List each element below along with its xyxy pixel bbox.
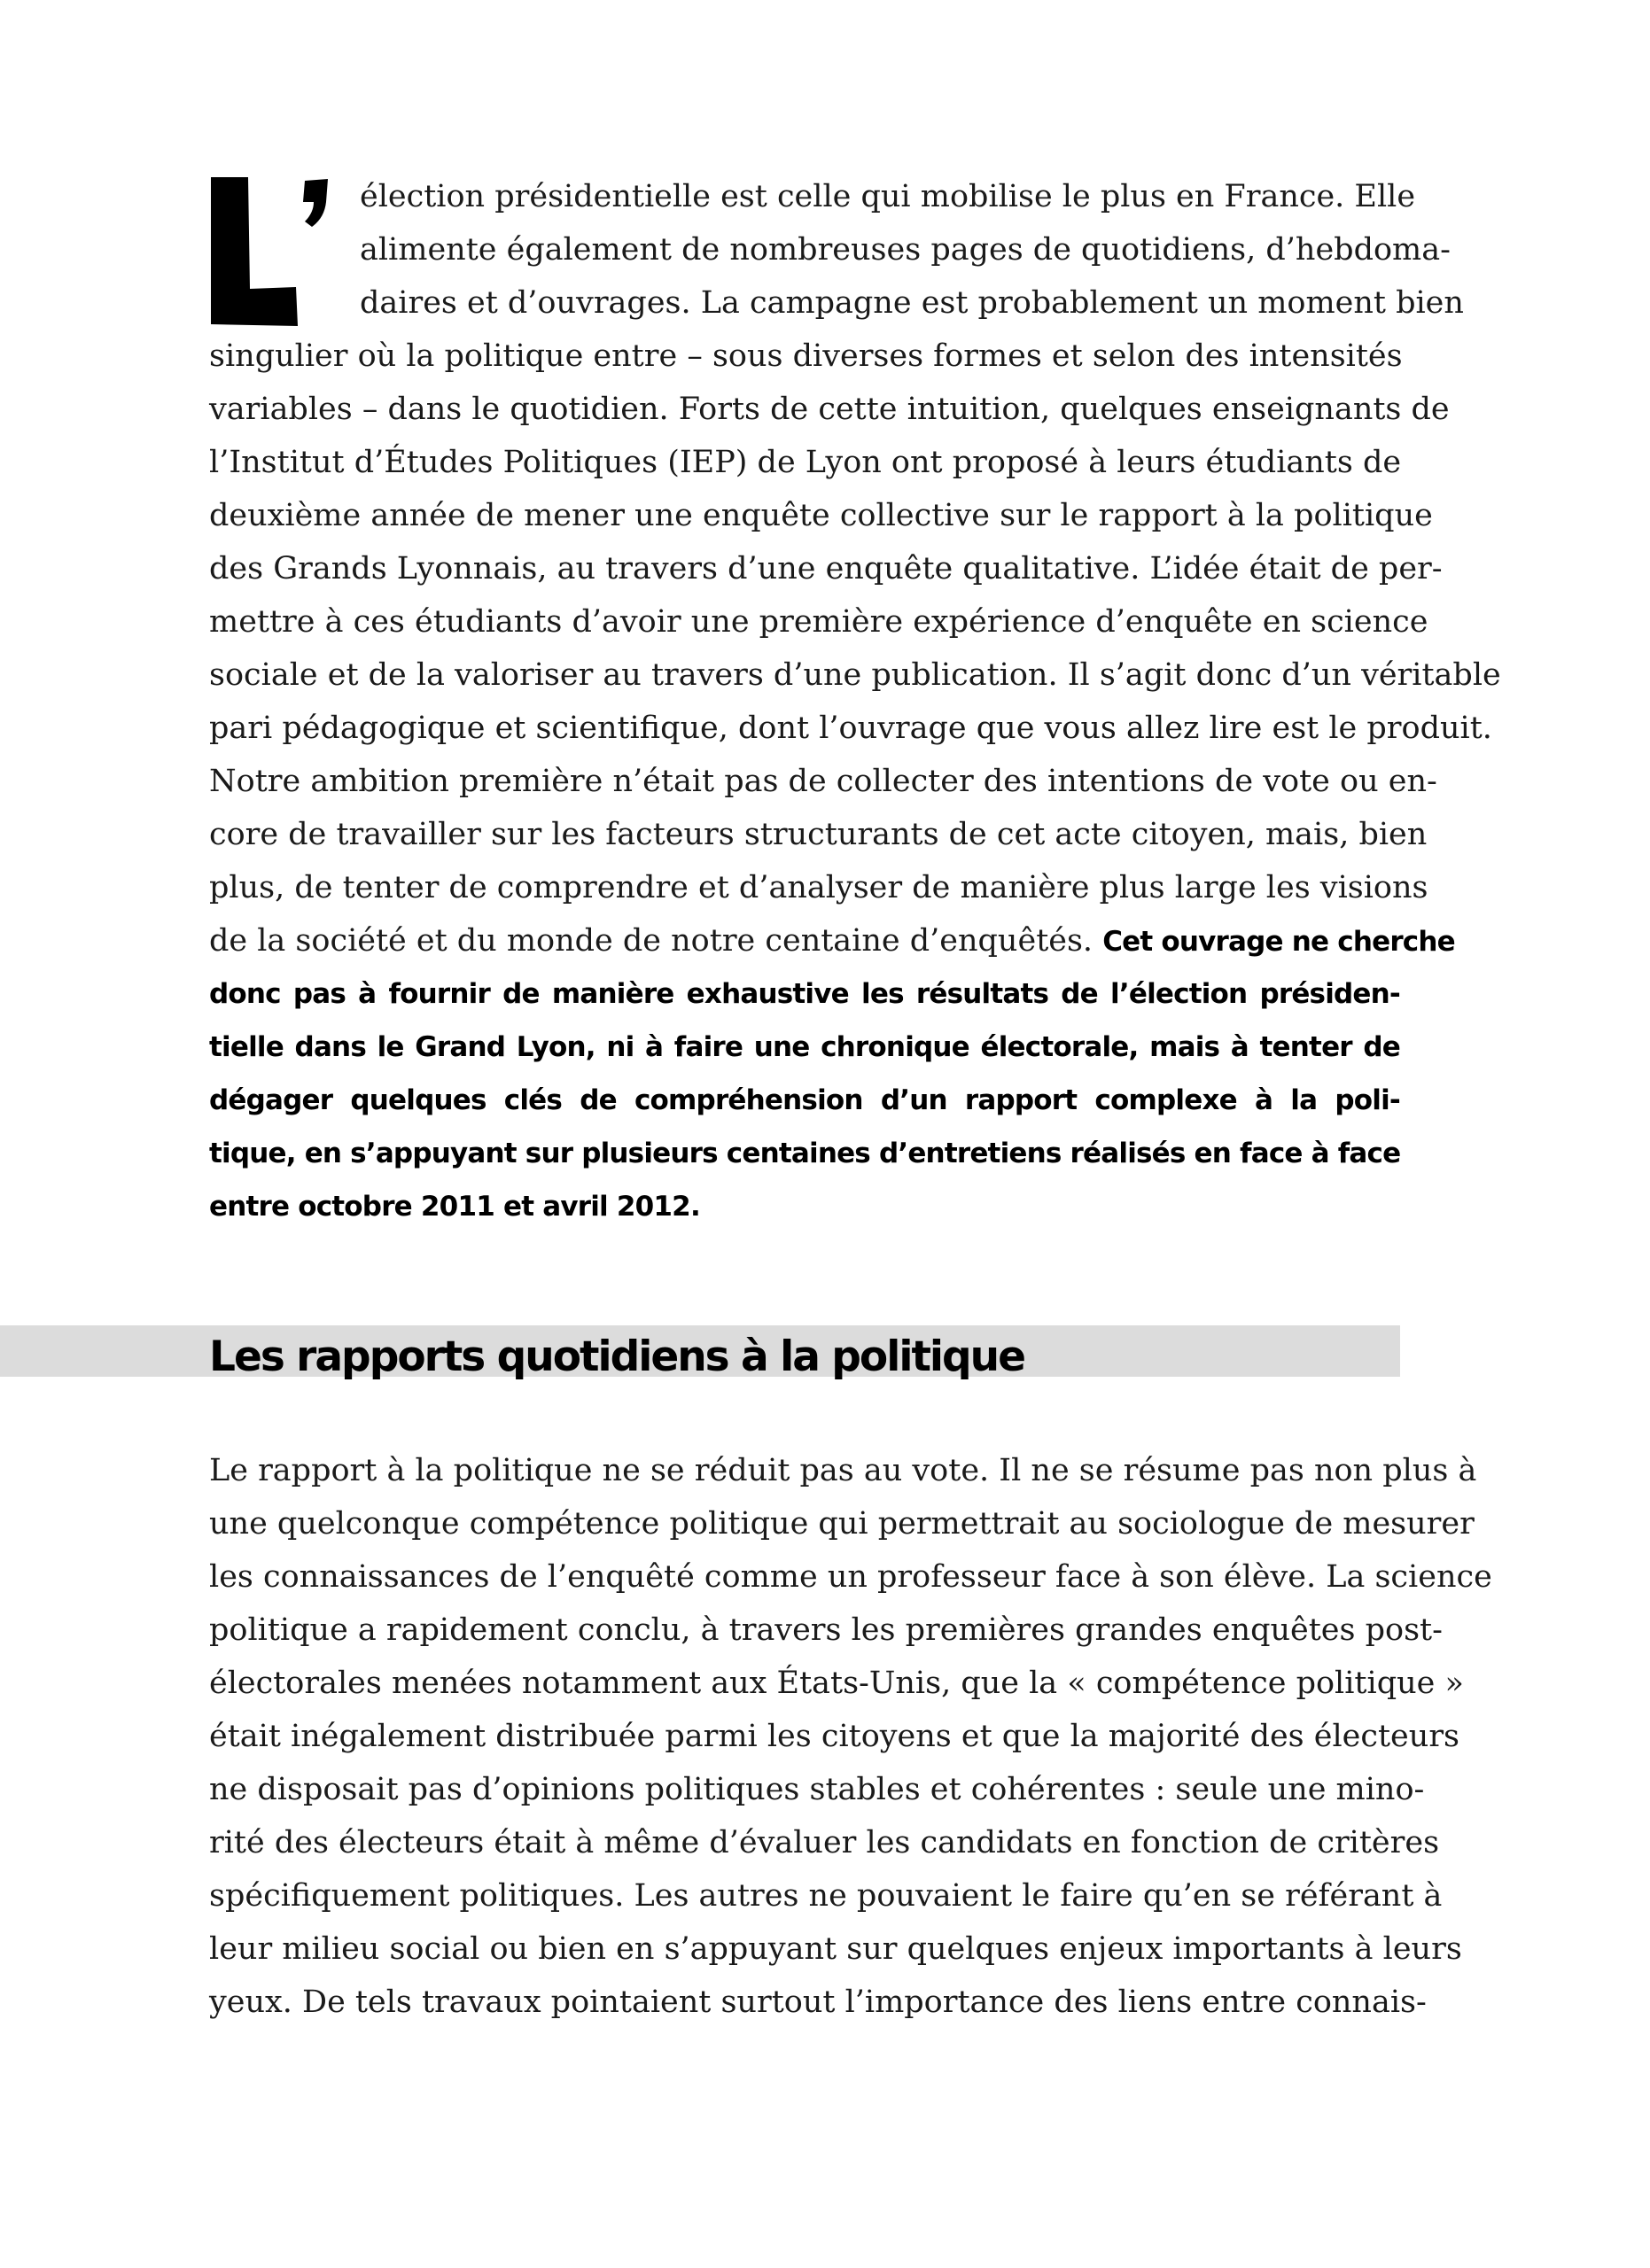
text-line: deuxième année de mener une enquête collective sur le rapport à la politique <box>209 498 1433 533</box>
text-line: variables – dans le quotidien. Forts de cette intuition, quelques enseignants de <box>209 392 1450 427</box>
drop-cap-letter-l <box>209 175 333 326</box>
emphasis-line: dégager quelques clés de compréhension d’un rapport complexe à la poli- <box>209 1084 1400 1116</box>
emphasis-line: tique, en s’appuyant sur plusieurs centaines d’entretiens réalisés en face à face <box>209 1138 1401 1169</box>
text-line: des Grands Lyonnais, au travers d’une enquête qualitative. L’idée était de per- <box>209 551 1443 586</box>
text-line: daires et d’ouvrages. La campagne est probablement un moment bien <box>360 285 1464 321</box>
section-heading: Les rapports quotidiens à la politique <box>209 1332 1024 1381</box>
text-line: rité des électeurs était à même d’évaluer les candidats en fonction de critères <box>209 1825 1440 1860</box>
text-line: spécifiquement politiques. Les autres ne pouvaient le faire qu’en se référant à <box>209 1878 1443 1914</box>
section-paragraph <box>209 1444 1492 2029</box>
text-line: leur milieu social ou bien en s’appuyant sur quelques enjeux importants à leurs <box>209 1931 1462 1967</box>
text-segment: de la société et du monde de notre centaine d’enquêtés. <box>209 923 1103 959</box>
text-line: sociale et de la valoriser au travers d’une publication. Il s’agit donc d’un véritable <box>209 657 1501 693</box>
text-line: pari pédagogique et scientifique, dont l’ouvrage que vous allez lire est le produit. <box>209 711 1492 746</box>
text-line: plus, de tenter de comprendre et d’analyser de manière plus large les visions <box>209 870 1428 905</box>
emphasis-text: Cet ouvrage ne cherche <box>1102 926 1455 958</box>
text-line: ne disposait pas d’opinions politiques stables et cohérentes : seule une mino- <box>209 1772 1425 1807</box>
text-line: électorales menées notamment aux États-Unis, que la « compétence politique » <box>209 1666 1464 1701</box>
text-line: une quelconque compétence politique qui permettrait au sociologue de mesurer <box>209 1506 1475 1542</box>
emphasis-line: tielle dans le Grand Lyon, ni à faire une chronique électorale, mais à tenter de <box>209 1031 1400 1063</box>
text-line: Notre ambition première n’était pas de collecter des intentions de vote ou en- <box>209 764 1437 799</box>
intro-paragraph <box>209 170 1501 1233</box>
text-line: politique a rapidement conclu, à travers les premières grandes enquêtes post- <box>209 1612 1443 1648</box>
text-line: core de travailler sur les facteurs structurants de cet acte citoyen, mais, bien <box>209 817 1428 852</box>
text-line: élection présidentielle est celle qui mobilise le plus en France. Elle <box>360 179 1416 214</box>
text-line: Le rapport à la politique ne se réduit pas au vote. Il ne se résume pas non plus à <box>209 1453 1477 1488</box>
text-line: les connaissances de l’enquêté comme un professeur face à son élève. La science <box>209 1559 1492 1595</box>
text-line: mettre à ces étudiants d’avoir une première expérience d’enquête en science <box>209 604 1428 640</box>
text-line: l’Institut d’Études Politiques (IEP) de Lyon ont proposé à leurs étudiants de <box>209 445 1402 480</box>
text-line: alimente également de nombreuses pages de quotidiens, d’hebdoma- <box>360 232 1451 268</box>
text-line-mixed <box>209 914 1455 967</box>
drop-cap <box>209 175 333 326</box>
emphasis-line: entre octobre 2011 et avril 2012. <box>209 1191 700 1223</box>
emphasis-line: donc pas à fournir de manière exhaustive les résultats de l’élection présiden- <box>209 978 1400 1010</box>
text-line: singulier où la politique entre – sous diverses formes et selon des intensités <box>209 338 1403 374</box>
text-line: était inégalement distribuée parmi les citoyens et que la majorité des électeurs <box>209 1719 1460 1754</box>
text-line: yeux. De tels travaux pointaient surtout l’importance des liens entre connais- <box>209 1984 1427 2020</box>
